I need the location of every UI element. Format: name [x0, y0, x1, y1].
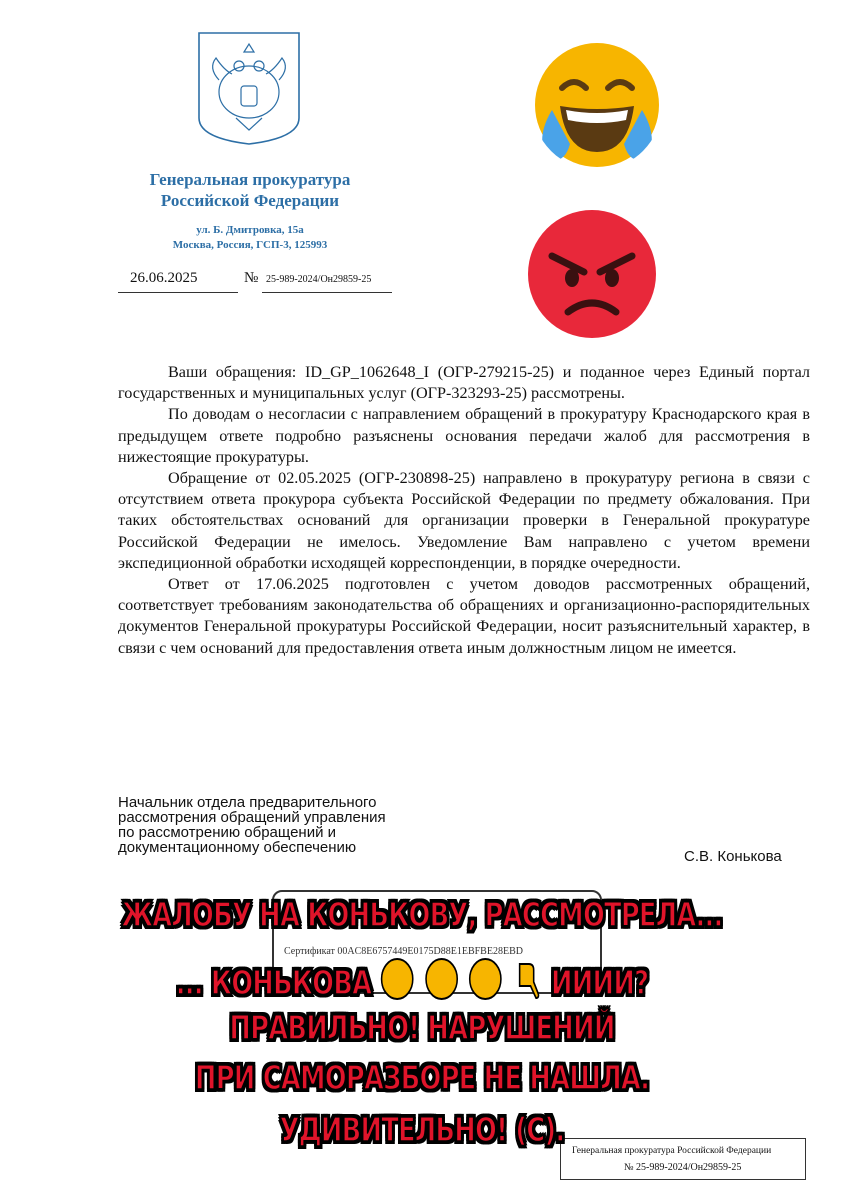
coat-of-arms-emblem: [196, 30, 302, 146]
caption-line3: ПРАВИЛЬНО! НАРУШЕНИЙ: [229, 1008, 615, 1047]
caption-line5: УДИВИТЕЛЬНО! (С).: [279, 1110, 565, 1149]
signer-title-line4: документационному обеспечению: [118, 839, 357, 856]
angry-face-icon: [526, 208, 658, 340]
thumbs-down-icon: [515, 960, 543, 1000]
rolling-on-floor-laughing-icon: [425, 958, 458, 1000]
org-name-line2: Российской Федерации: [160, 191, 340, 210]
letter-body: [118, 362, 810, 659]
body-paragraph-4: Ответ от 17.06.2025 подготовлен с учетом доводов рассмотренных обращений, соответствует требованиям законодательства об обращениях и организационно-распорядительных документов Генеральной прокуратуры Российской Федерации, носит разъяснительный характер, в связи с чем оснований для предоставления ответа иным должностным лицом не имеется.: [118, 575, 810, 657]
caption-line1: ЖАЛОБУ НА КОНЬКОВУ, РАССМОТРЕЛА...: [121, 895, 723, 934]
letter-date: 26.06.2025: [130, 270, 198, 286]
number-sign: №: [244, 270, 259, 286]
face-with-tears-of-joy-icon: [532, 40, 662, 170]
body-paragraph-1: Ваши обращения: ID_GP_1062648_I (ОГР-279215-25) и поданное через Единый портал государственных и муниципальных услуг (ОГР-323293-25) рассмотрены.: [118, 363, 810, 403]
signer-title-line3: по рассмотрению обращений и: [118, 824, 336, 841]
registration-stamp-org: Генеральная прокуратура Российской Федерации: [572, 1146, 772, 1156]
rolling-on-floor-laughing-icon: [469, 958, 502, 1000]
caption-line4: ПРИ САМОРАЗБОРЕ НЕ НАШЛА.: [194, 1058, 650, 1097]
rolling-on-floor-laughing-icon: [381, 958, 414, 1000]
signer-title-line1: Начальник отдела предварительного: [118, 794, 377, 811]
number-underline: [262, 292, 392, 293]
registration-stamp-number: № 25-989-2024/Он29859-25: [624, 1162, 742, 1173]
caption-line2-end: ИИИИ?: [551, 963, 649, 1002]
org-name-line1: Генеральная прокуратура: [149, 170, 351, 189]
body-paragraph-2: По доводам о несогласии с направлением обращений в прокуратуру Краснодарского края в предыдущем ответе подробно разъяснены основания передачи жалоб для рассмотрения в нижестоящие прокуратуры.: [118, 405, 810, 466]
body-paragraph-3: Обращение от 02.05.2025 (ОГР-230898-25) направлено в прокуратуру региона в связи с отсутствием ответа прокурора субъекта Российской Федерации по предмету обжалования. При таких обстоятельствах оснований для организации проверки в Генеральной прокуратуре Российской Федерации не имелось. Уведомление Вам направлено с учетом времени экспедиционной обработки исходящей корреспонденции, в порядке очередности.: [118, 469, 810, 572]
signer-title-line2: рассмотрения обращений управления: [118, 809, 386, 826]
caption-line2-start: ... КОНЬКОВА: [175, 963, 372, 1002]
date-underline: [118, 292, 238, 293]
signer-title: [118, 795, 458, 855]
letter-number: 25-989-2024/Он29859-25: [266, 274, 372, 285]
certificate-number: Сертификат 00AC8E6757449E0175D88E1EBFBE28EBD: [284, 946, 523, 957]
address-line1: ул. Б. Дмитровка, 15а: [196, 224, 304, 236]
signer-name: С.В. Конькова: [684, 848, 782, 865]
caption-line2: [83, 958, 741, 1002]
address-line2: Москва, Россия, ГСП-3, 125993: [172, 239, 328, 251]
